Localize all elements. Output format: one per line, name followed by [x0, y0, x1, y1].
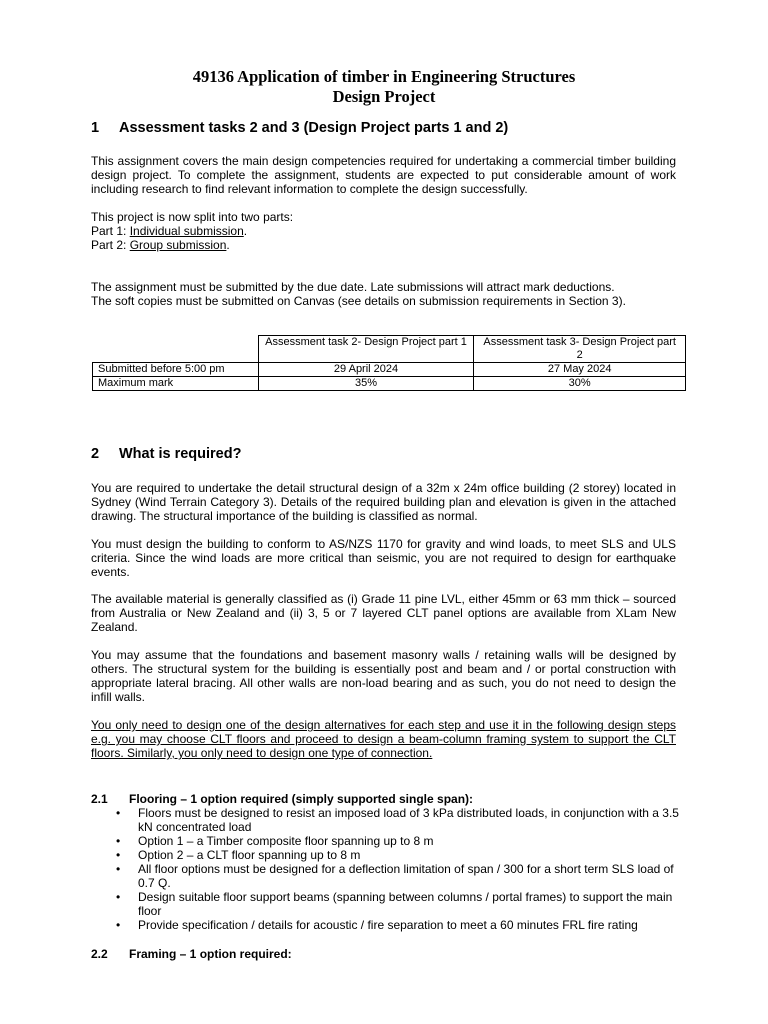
table-corner-cell — [93, 336, 259, 363]
document-title-line-2: Design Project — [332, 87, 436, 106]
assessment-table — [92, 335, 686, 391]
table-row — [93, 363, 686, 377]
split-intro: This project is now split into two parts: — [91, 210, 294, 224]
list-item — [110, 806, 685, 834]
table-row-label: Submitted before 5:00 pm — [93, 363, 259, 377]
section-2-paragraph-4: You may assume that the foundations and basement masonry walls / retaining walls will be designed by others. The structural system for the building is essentially post and beam and / or portal construction with appropriate lateral bracing. All other walls are non-load bearing and as such, you do not need to design the infill walls. — [91, 648, 676, 704]
table-row — [93, 377, 686, 391]
part-2-prefix: Part 2: — [91, 238, 130, 252]
section-2-2-title: Framing – 1 option required: — [129, 947, 292, 961]
part-1-period: . — [243, 224, 248, 238]
table-cell-task-2: 29 April 2024 — [258, 363, 474, 377]
section-2-paragraph-1: You are required to undertake the detail structural design of a 32m x 24m office building (2 storey) located in Sydney (Wind Terrain Category 3). Details of the required building plan and elevation is given in the attached drawing. The structural importance of the building is classified as normal. — [91, 481, 676, 523]
section-2-2-heading — [91, 947, 292, 961]
list-item-text: Option 2 – a CLT floor spanning up to 8 m — [138, 848, 361, 862]
table-row-label: Maximum mark — [93, 377, 259, 391]
section-2-title: What is required? — [119, 446, 242, 462]
section-1-intro: This assignment covers the main design competencies required for undertaking a commercial timber building design project. To complete the assignment, students are expected to put considerable amount of work including research to find relevant information to complete the design successfully. — [91, 154, 676, 196]
bullet-icon: • — [116, 834, 121, 848]
list-item-text: All floor options must be designed for a deflection limitation of span / 300 for a short term SLS load of 0.7 Q. — [138, 862, 674, 890]
table-header-row — [93, 336, 686, 363]
section-2-number: 2 — [91, 446, 100, 462]
table-cell-task-3: 30% — [474, 377, 686, 391]
flooring-requirements-list — [110, 806, 685, 932]
due-date-line-2: The soft copies must be submitted on Canvas (see details on submission requirements in Section 3). — [91, 294, 626, 308]
section-2-paragraph-5: You only need to design one of the design alternatives for each step and use it in the following design steps e.g. you may choose CLT floors and proceed to design a beam-column framing system to support the CLT floors. Similarly, you only need to design one type of connection. — [91, 718, 676, 760]
section-2-heading — [91, 446, 241, 462]
part-2-period: . — [226, 238, 230, 252]
list-item — [110, 862, 685, 890]
bullet-icon: • — [116, 806, 121, 820]
bullet-icon: • — [116, 890, 121, 904]
bullet-icon: • — [116, 918, 121, 932]
list-item — [110, 890, 685, 918]
section-2-paragraph-2: You must design the building to conform to AS/NZS 1170 for gravity and wind loads, to meet SLS and ULS criteria. Since the wind loads are more critical than seismic, you are not required to design for earthquake events. — [91, 537, 676, 579]
table-header-task-3: Assessment task 3- Design Project part 2 — [474, 336, 686, 363]
section-1-title: Assessment tasks 2 and 3 (Design Project parts 1 and 2) — [119, 120, 509, 136]
list-item-text: Option 1 – a Timber composite floor spanning up to 8 m — [138, 834, 434, 848]
section-1-number: 1 — [91, 120, 100, 136]
list-item-text: Design suitable floor support beams (spanning between columns / portal frames) to support the main floor — [138, 890, 673, 918]
bullet-icon: • — [116, 848, 121, 862]
table-cell-task-3: 27 May 2024 — [474, 363, 686, 377]
document-title-line-1: 49136 Application of timber in Engineering Structures — [192, 67, 576, 86]
section-2-1-heading — [91, 792, 473, 806]
list-item — [110, 848, 685, 862]
part-2-line — [91, 238, 230, 252]
section-2-paragraph-3: The available material is generally classified as (i) Grade 11 pine LVL, either 45mm or 63 mm thick – sourced from Australia or New Zealand and (ii) 3, 5 or 7 layered CLT panel options are available from XLam New Zealand. — [91, 592, 676, 634]
table-header-task-2: Assessment task 2- Design Project part 1 — [258, 336, 474, 363]
list-item — [110, 918, 685, 932]
part-1-line — [91, 224, 247, 238]
part-1-prefix: Part 1: — [91, 224, 130, 238]
due-date-line-1: The assignment must be submitted by the due date. Late submissions will attract mark deductions. — [91, 280, 615, 294]
table-cell-task-2: 35% — [258, 377, 474, 391]
section-2-1-title: Flooring – 1 option required (simply supported single span): — [129, 792, 474, 806]
part-1-individual-submission: Individual submission — [129, 224, 244, 238]
list-item-text: Floors must be designed to resist an imposed load of 3 kPa distributed loads, in conjunction with a 3.5 kN concentrated load — [138, 806, 679, 834]
list-item-text: Provide specification / details for acoustic / fire separation to meet a 60 minutes FRL fire rating — [138, 918, 638, 932]
section-2-2-number: 2.2 — [91, 947, 108, 961]
part-2-group-submission: Group submission — [129, 238, 227, 252]
bullet-icon: • — [116, 862, 121, 876]
section-1-heading — [91, 120, 508, 136]
section-2-1-number: 2.1 — [91, 792, 108, 806]
list-item — [110, 834, 685, 848]
